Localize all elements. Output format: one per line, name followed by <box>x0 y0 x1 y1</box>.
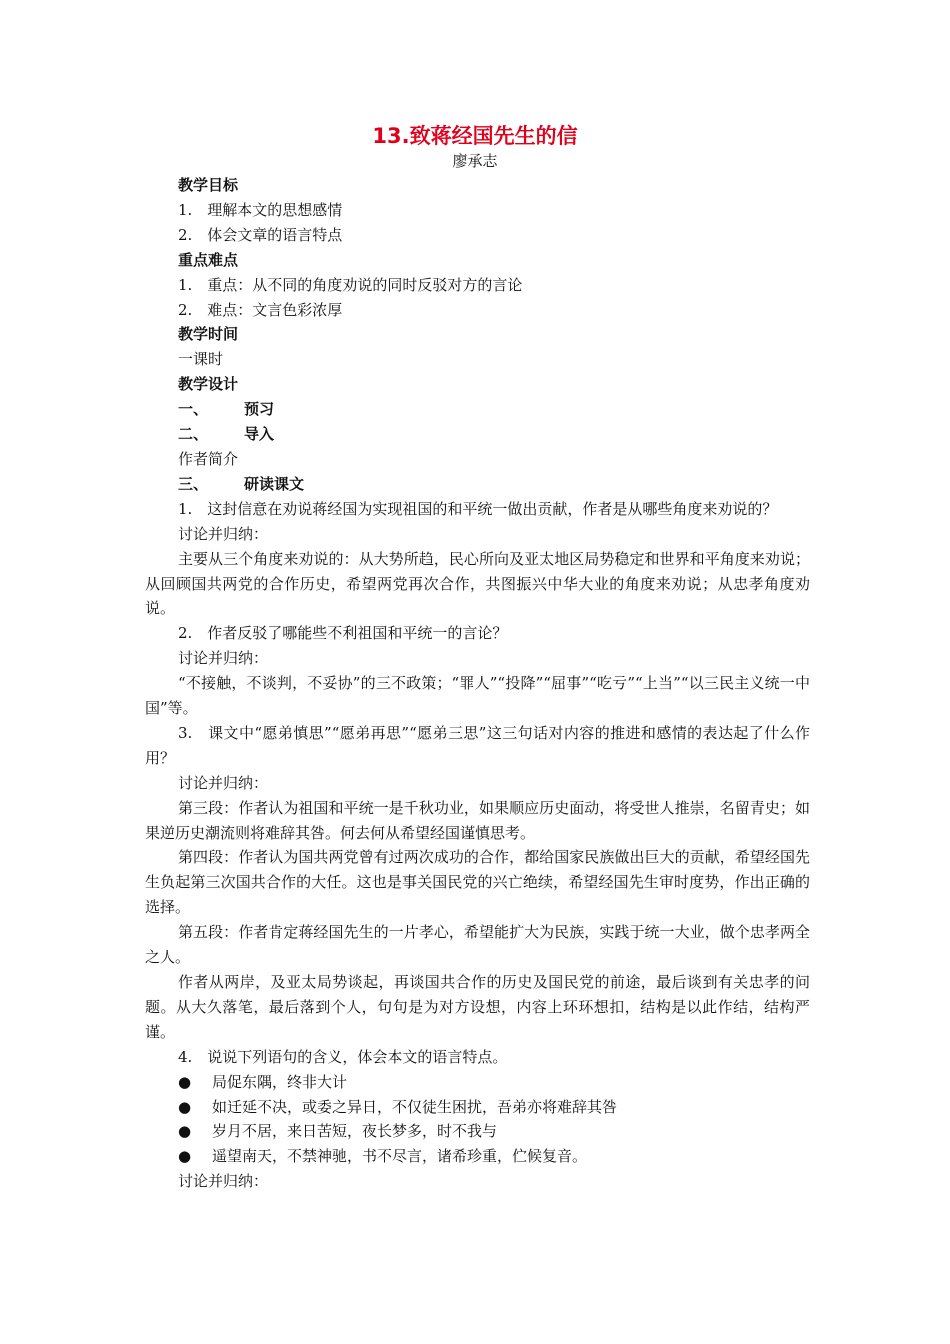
doc-author: 廖承志 <box>452 152 498 170</box>
answer-3-para-2: 第四段：作者认为国共两党曾有过两次成功的合作，都给国家民族做出巨大的贡献，希望经国先生负起第三次国共合作的大任。这也是事关国民党的兴亡绝续，希望经国先生审时度势，作出正确的选择。 <box>145 848 810 917</box>
list-item-text: 局促东隅，终非大计 <box>212 1072 348 1091</box>
section-3-label: 研读课文 <box>244 474 305 493</box>
bullet-icon: ● <box>178 1147 192 1166</box>
list-item-text: 如迁延不决，或委之异日，不仅徒生困扰，吾弟亦将难辞其咎 <box>212 1097 618 1116</box>
answer-3-para-1: 第三段：作者认为祖国和平统一是千秋功业，如果顺应历史面动，将受世人推崇，名留青史；如果逆历史潮流则将难辞其咎。何去何从希望经国谨慎思考。 <box>145 798 810 842</box>
list-item-text: 岁月不居，来日苦短，夜长梦多，时不我与 <box>212 1122 498 1141</box>
question-3: 3. 课文中“愿弟慎思”“愿弟再思”“愿弟三思”这三句话对内容的推进和感情的表达起了什么作用？ <box>145 723 810 767</box>
doc-title: 13.致蒋经国先生的信 <box>372 124 578 148</box>
section-1-number: 一、 <box>178 400 209 419</box>
heading-key: 重点难点 <box>178 250 239 269</box>
list-item-text: 遥望南天，不禁神驰，书不尽言，诸希珍重，伫候复音。 <box>212 1147 588 1166</box>
author-intro: 作者简介 <box>178 449 239 468</box>
discuss-label-2: 讨论并归纳： <box>178 649 269 668</box>
section-3-number: 三、 <box>178 474 209 493</box>
heading-time: 教学时间 <box>178 325 239 344</box>
key-item-2: 2. 难点：文言色彩浓厚 <box>178 300 343 319</box>
section-3 <box>145 472 810 497</box>
goal-item-2: 2. 体会文章的语言特点 <box>178 225 343 244</box>
bullet-icon: ● <box>178 1072 192 1091</box>
time-text: 一课时 <box>178 350 224 369</box>
bullet-icon: ● <box>178 1097 192 1116</box>
question-4: 4. 说说下列语句的含义，体会本文的语言特点。 <box>178 1047 508 1066</box>
list-item <box>145 1119 810 1144</box>
discuss-label-1: 讨论并归纳： <box>178 524 269 543</box>
answer-3-para-3: 第五段：作者肯定蒋经国先生的一片孝心，希望能扩大为民族，实践于统一大业，做个忠孝两全之人。 <box>145 923 810 967</box>
bullet-icon: ● <box>178 1122 192 1141</box>
discuss-label-3: 讨论并归纳： <box>178 773 269 792</box>
section-1 <box>145 397 810 422</box>
section-2-number: 二、 <box>178 425 209 444</box>
key-item-1: 1. 重点：从不同的角度劝说的同时反驳对方的言论 <box>178 275 523 294</box>
heading-design: 教学设计 <box>178 375 239 394</box>
section-1-label: 预习 <box>244 400 275 419</box>
heading-goal: 教学目标 <box>178 176 239 194</box>
question-2: 2. 作者反驳了哪能些不利祖国和平统一的言论？ <box>178 624 508 643</box>
question-1: 1. 这封信意在劝说蒋经国为实现祖国的和平统一做出贡献，作者是从哪些角度来劝说的？ <box>178 499 778 518</box>
list-item <box>145 1144 810 1169</box>
section-2 <box>145 422 810 447</box>
answer-3-para-4: 作者从两岸，及亚太局势谈起，再谈国共合作的历史及国民党的前途，最后谈到有关忠孝的问题。从大久落笔，最后落到个人，句句是为对方设想，内容上环环想扣，结构是以此作结，结构严谨。 <box>145 973 810 1041</box>
list-item <box>145 1070 810 1095</box>
doc-body <box>145 173 810 1194</box>
answer-1: 主要从三个角度来劝说的：从大势所趋，民心所向及亚太地区局势稳定和世界和平角度来劝说；从回顾国共两党的合作历史，希望两党再次合作，共图振兴中华大业的角度来劝说；从忠孝角度劝说。 <box>145 549 810 618</box>
goal-item-1: 1. 理解本文的思想感情 <box>178 200 343 219</box>
answer-2: “不接触，不谈判，不妥协”的三不政策；“罪人”“投降”“屈事”“吃亏”“上当”“以三民主义统一中国”等。 <box>145 674 810 718</box>
section-2-label: 导入 <box>244 425 275 444</box>
discuss-label-4: 讨论并归纳： <box>178 1172 269 1191</box>
list-item <box>145 1095 810 1120</box>
